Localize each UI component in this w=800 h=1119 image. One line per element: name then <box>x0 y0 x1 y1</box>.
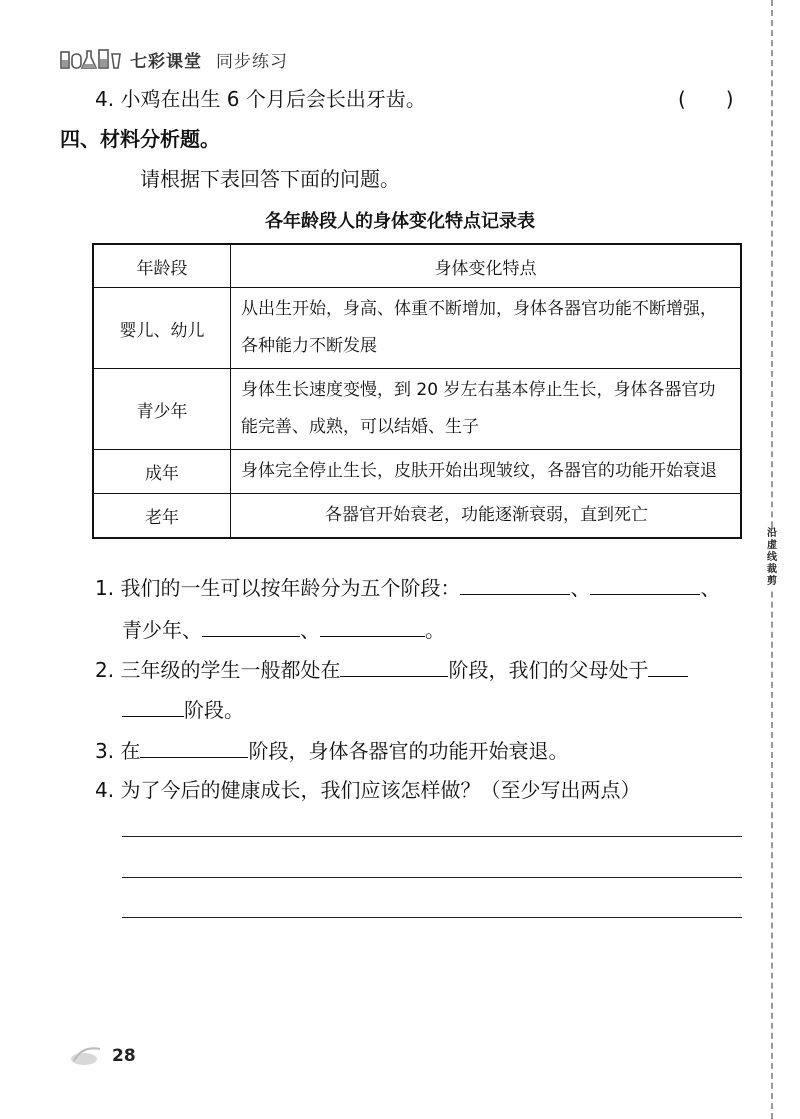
section-instruction: 请根据下表回答下面的问题。 <box>140 167 400 191</box>
column-header-stage: 年龄段 <box>93 244 231 288</box>
table-title: 各年龄段人的身体变化特点记录表 <box>265 211 535 232</box>
stage-cell: 青少年 <box>93 369 231 450</box>
page-decoration-icon <box>70 1045 108 1067</box>
question-3 <box>95 735 568 764</box>
book-series-subtitle: 同步练习 <box>216 51 288 72</box>
question-3-text: 3. 在 <box>95 739 141 763</box>
features-cell: 身体完全停止生长，皮肤开始出现皱纹，各器官的功能开始衰退 <box>231 450 742 494</box>
features-cell: 从出生开始，身高、体重不断增加，身体各器官功能不断增强，各种能力不断发展 <box>231 288 742 369</box>
question-2-text-end: 阶段。 <box>184 698 244 722</box>
answer-parentheses[interactable]: ( ) <box>678 87 734 111</box>
features-cell: 各器官开始衰老，功能逐渐衰弱，直到死亡 <box>231 494 742 539</box>
answer-line[interactable] <box>122 917 742 918</box>
answer-blank[interactable] <box>320 614 425 637</box>
table-row <box>93 494 741 539</box>
table-header-row <box>93 244 741 288</box>
page-number: 28 <box>112 1046 136 1066</box>
answer-blank[interactable] <box>590 572 700 595</box>
record-table <box>92 243 742 539</box>
question-2-line-2 <box>122 694 244 723</box>
answer-line[interactable] <box>122 877 742 878</box>
answer-blank[interactable] <box>140 735 248 758</box>
separator: 、 <box>300 618 320 642</box>
separator: 、 <box>570 576 591 600</box>
question-2-line-1 <box>95 654 688 683</box>
previous-question-4: 4. 小鸡在出生 6 个月后会长出牙齿。 <box>95 87 426 111</box>
table-row <box>93 288 741 369</box>
cut-label: 沿虚线裁剪 <box>763 528 781 588</box>
table-row <box>93 450 741 494</box>
answer-blank[interactable] <box>460 572 570 595</box>
answer-blank[interactable] <box>340 654 448 677</box>
page-header <box>60 46 288 72</box>
lab-flasks-icon <box>60 48 122 70</box>
sentence-end: 。 <box>425 618 445 642</box>
question-1-line-1 <box>95 572 720 601</box>
answer-blank[interactable] <box>202 614 300 637</box>
table-row <box>93 369 741 450</box>
question-2-text: 2. 三年级的学生一般都处在 <box>95 658 341 682</box>
page-number-area <box>70 1045 136 1067</box>
question-1-line-2 <box>122 614 445 643</box>
book-series-title: 七彩课堂 <box>130 51 202 72</box>
stage-cell: 成年 <box>93 450 231 494</box>
features-cell: 身体生长速度变慢，到 20 岁左右基本停止生长，身体各器官功能完善、成熟，可以结婚、生子 <box>231 369 742 450</box>
answer-line[interactable] <box>122 836 742 837</box>
answer-blank[interactable] <box>648 654 688 677</box>
column-header-features: 身体变化特点 <box>231 244 742 288</box>
section-heading: 四、材料分析题。 <box>60 127 220 151</box>
stage-cell: 老年 <box>93 494 231 539</box>
question-1-text: 1. 我们的一生可以按年龄分为五个阶段： <box>95 576 461 600</box>
question-3-text-end: 阶段，身体各器官的功能开始衰退。 <box>248 739 569 763</box>
question-2-text-mid: 阶段，我们的父母处于 <box>448 658 649 682</box>
stage-cell: 婴儿、幼儿 <box>93 288 231 369</box>
separator: 、 <box>700 576 721 600</box>
answer-blank[interactable] <box>122 694 184 717</box>
question-1-text-cont: 青少年、 <box>122 618 202 642</box>
question-4: 4. 为了今后的健康成长，我们应该怎样做？（至少写出两点） <box>95 778 641 802</box>
